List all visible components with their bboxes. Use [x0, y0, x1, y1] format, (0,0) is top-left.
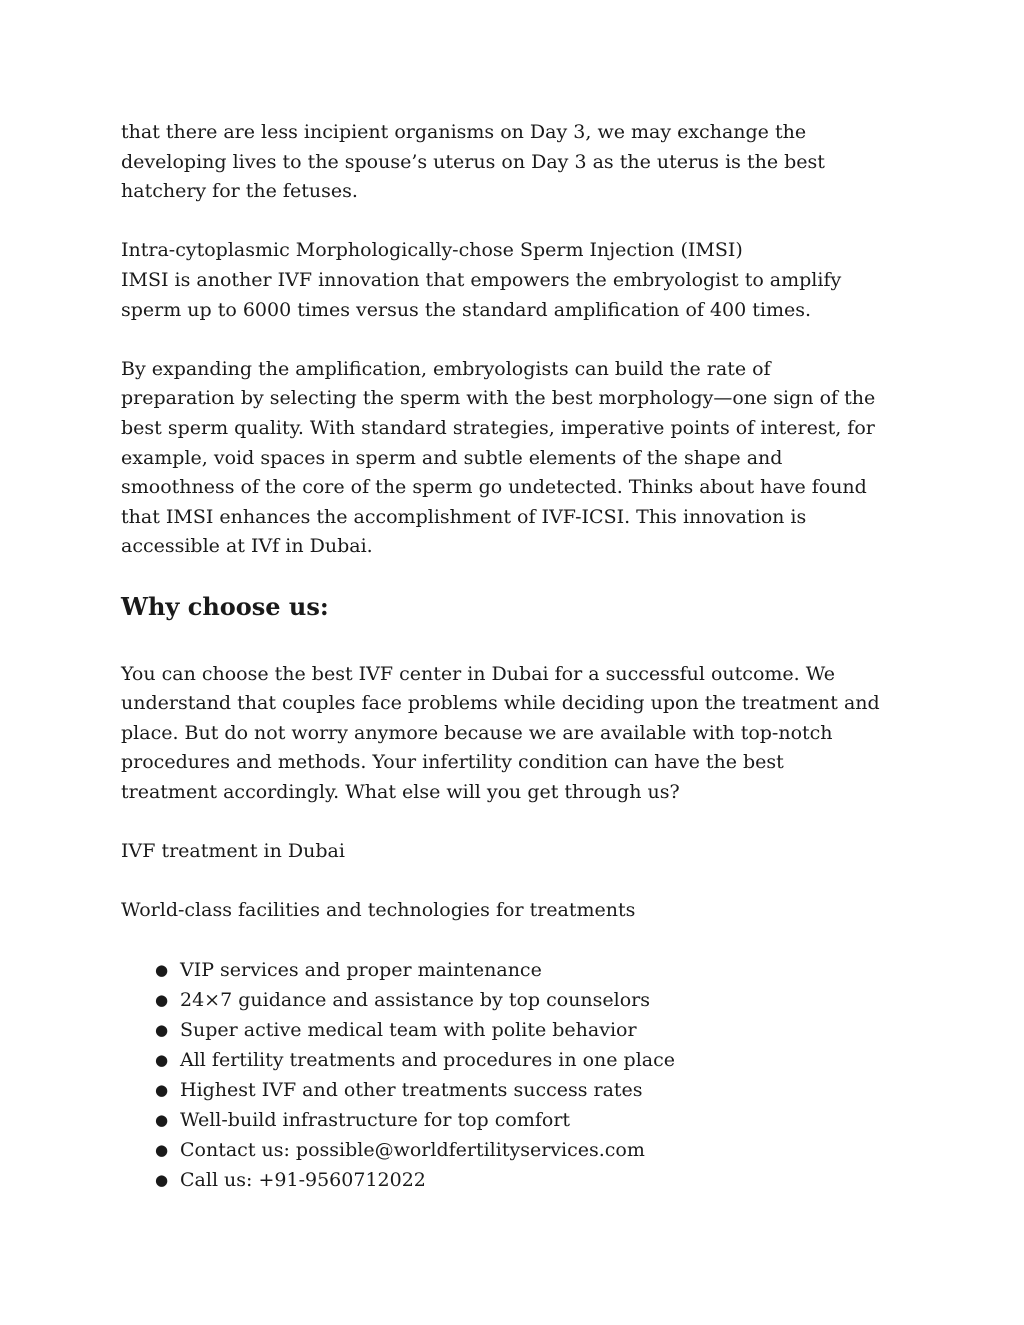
bullet-icon: ● [155, 1141, 169, 1160]
list-item-text: All fertility treatments and procedures in one place [180, 1049, 676, 1072]
paragraph-embryo-transfer [121, 118, 911, 207]
list-item-text: 24×7 guidance and assistance by top counselors [180, 989, 651, 1012]
text-line: understand that couples face problems while deciding upon the treatment and [121, 692, 880, 715]
line-world-class-facilities: World-class facilities and technologies for treatments [121, 899, 636, 922]
text-line: By expanding the amplification, embryologists can build the rate of [121, 357, 771, 380]
bullet-icon: ● [155, 1111, 169, 1130]
text-line: accessible at IVf in Dubai. [121, 535, 373, 558]
text-line: developing lives to the spouse’s uterus on Day 3 as the uterus is the best [121, 150, 825, 173]
paragraph-why-choose-us [121, 660, 911, 808]
text-line: IMSI is another IVF innovation that empowers the embryologist to amplify [121, 268, 842, 291]
text-line: treatment accordingly. What else will you get through us? [121, 780, 680, 803]
list-item-text: VIP services and proper maintenance [180, 959, 542, 982]
list-item [155, 1165, 911, 1195]
text-line: place. But do not worry anymore because we are available with top-notch [121, 721, 833, 744]
text-line: hatchery for the fetuses. [121, 180, 358, 203]
bullet-icon: ● [155, 1021, 169, 1040]
text-line: procedures and methods. Your infertility condition can have the best [121, 751, 784, 774]
text-line: smoothness of the core of the sperm go undetected. Thinks about have found [121, 476, 867, 499]
list-item [155, 1135, 911, 1165]
list-item-text: Contact us: possible@worldfertilityservices.com [180, 1139, 645, 1162]
list-item [155, 1015, 911, 1045]
text-line: sperm up to 6000 times versus the standard amplification of 400 times. [121, 298, 812, 321]
list-item-text: Well-build infrastructure for top comfort [180, 1109, 571, 1132]
list-item-text: Highest IVF and other treatments success rates [180, 1079, 643, 1102]
bullet-icon: ● [155, 1081, 169, 1100]
section-heading-why-choose-us: Why choose us: [121, 591, 329, 621]
text-line: You can choose the best IVF center in Dubai for a successful outcome. We [121, 662, 835, 685]
bullet-icon: ● [155, 1051, 169, 1070]
paragraph-imsi-details [121, 355, 911, 562]
list-item [155, 955, 911, 985]
text-line: that there are less incipient organisms on Day 3, we may exchange the [121, 121, 807, 143]
list-item [155, 1045, 911, 1075]
list-item-text: Call us: +91-9560712022 [180, 1169, 426, 1192]
list-item [155, 1075, 911, 1105]
list-item-text: Super active medical team with polite behavior [180, 1019, 637, 1042]
bullet-icon: ● [155, 991, 169, 1010]
text-line: best sperm quality. With standard strategies, imperative points of interest, for [121, 416, 875, 439]
line-ivf-treatment: IVF treatment in Dubai [121, 840, 345, 863]
text-line: preparation by selecting the sperm with the best morphology—one sign of the [121, 387, 876, 410]
text-line: example, void spaces in sperm and subtle elements of the shape and [121, 446, 783, 469]
bullet-icon: ● [155, 1171, 169, 1190]
list-item [155, 1105, 911, 1135]
bullet-list [121, 955, 911, 1195]
text-line: that IMSI enhances the accomplishment of IVF-ICSI. This innovation is [121, 505, 807, 528]
paragraph-imsi-intro [121, 236, 911, 325]
list-item [155, 985, 911, 1015]
document-page [121, 118, 911, 1195]
bullet-icon: ● [155, 961, 169, 980]
text-line: Intra-cytoplasmic Morphologically-chose Sperm Injection (IMSI) [121, 239, 743, 262]
